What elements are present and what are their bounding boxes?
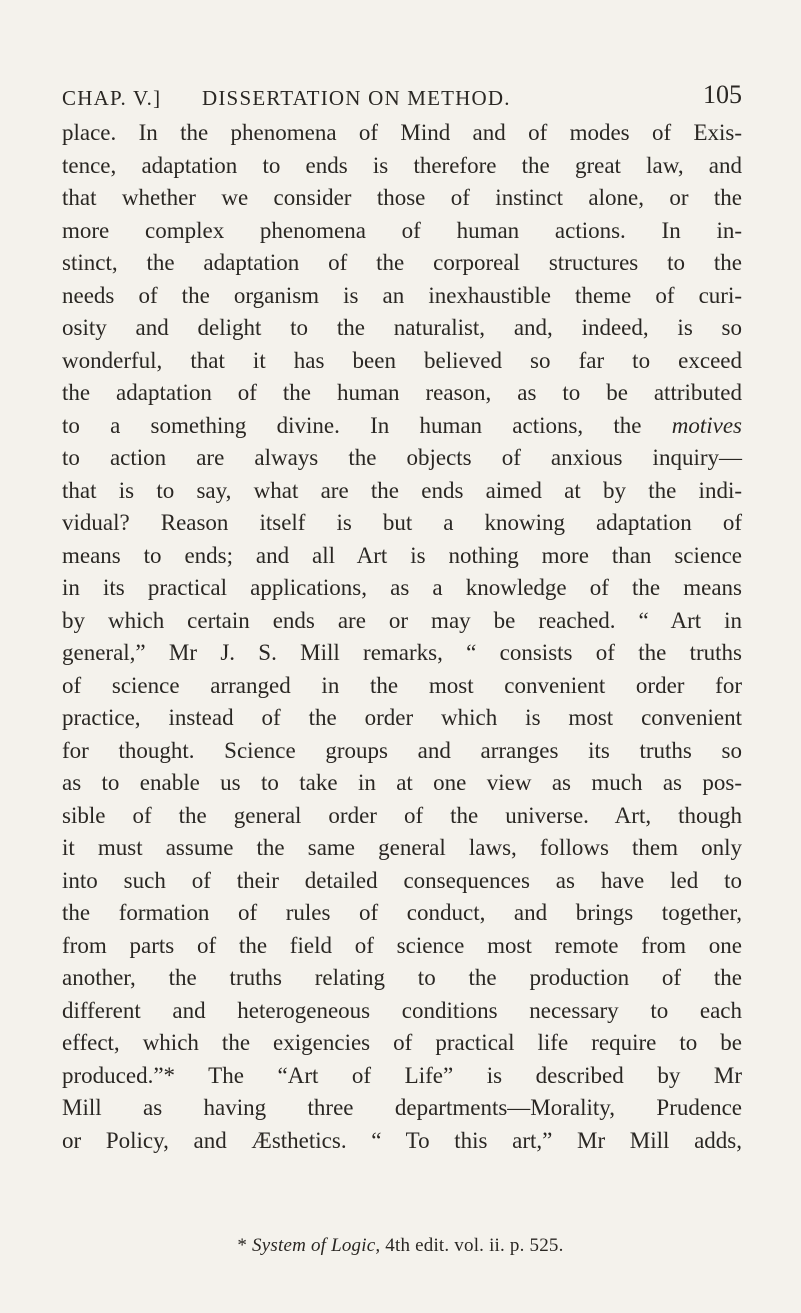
body-line: it must assume the same general laws, follows them only xyxy=(62,835,742,860)
footnote-marker: * xyxy=(237,1235,248,1256)
body-line: needs of the organism is an inexhaustible theme of curi- xyxy=(62,282,742,308)
body-line: the adaptation of the human reason, as to be attributed xyxy=(62,380,742,405)
body-line: practice, instead of the order which is most convenient xyxy=(62,705,742,730)
body-line: stinct, the adaptation of the corporeal structures to the xyxy=(62,250,742,275)
chapter-label: CHAP. V.] xyxy=(62,86,162,110)
body-line: osity and delight to the naturalist, and, indeed, is so xyxy=(62,315,742,340)
body-line: the formation of rules of conduct, and brings together, xyxy=(62,900,742,925)
body-line: tence, adaptation to ends is therefore the great law, and xyxy=(62,152,742,178)
body-line: as to enable us to take in at one view as much as pos- xyxy=(62,770,742,795)
body-line: Mill as having three departments—Morality, Prudence xyxy=(62,1095,742,1120)
body-line: another, the truths relating to the production of the xyxy=(62,965,742,990)
body-line: vidual? Reason itself is but a knowing adaptation of xyxy=(62,510,742,535)
body-line: to a something divine. In human actions, the motives xyxy=(62,412,742,438)
body-line: to action are always the objects of anxious inquiry— xyxy=(62,445,742,470)
footnote-details: 4th edit. vol. ii. p. 525. xyxy=(385,1235,564,1256)
body-line: of science arranged in the most convenient order for xyxy=(62,672,742,698)
body-line: into such of their detailed consequences as have led to xyxy=(62,867,742,893)
body-line: produced.”* The “Art of Life” is described by Mr xyxy=(62,1062,742,1088)
body-line: different and heterogeneous conditions necessary to each xyxy=(62,997,742,1023)
body-text xyxy=(62,117,742,1157)
running-title: DISSERTATION ON METHOD. xyxy=(202,86,511,110)
body-line: general,” Mr J. S. Mill remarks, “ consists of the truths xyxy=(62,640,742,665)
footnote xyxy=(0,1235,801,1257)
body-line: by which certain ends are or may be reached. “ Art in xyxy=(62,607,742,633)
emphasis: motives xyxy=(671,412,742,438)
body-line: in its practical applications, as a knowledge of the means xyxy=(62,575,742,600)
body-line: from parts of the field of science most remote from one xyxy=(62,932,742,958)
body-line: effect, which the exigencies of practical life require to be xyxy=(62,1030,742,1055)
footnote-source-title: System of Logic, xyxy=(252,1235,381,1256)
body-line: wonderful, that it has been believed so far to exceed xyxy=(62,347,742,373)
running-head xyxy=(62,80,742,120)
body-line: that is to say, what are the ends aimed at by the indi- xyxy=(62,477,742,503)
body-line: or Policy, and Æsthetics. “ To this art,” Mr Mill adds, xyxy=(62,1127,742,1153)
body-line: place. In the phenomena of Mind and of modes of Exis- xyxy=(62,120,742,145)
body-line: that whether we consider those of instinct alone, or the xyxy=(62,185,742,210)
body-line: sible of the general order of the universe. Art, though xyxy=(62,802,742,828)
body-line: more complex phenomena of human actions. In in- xyxy=(62,217,742,243)
body-line: means to ends; and all Art is nothing more than science xyxy=(62,542,742,568)
body-line: for thought. Science groups and arranges its truths so xyxy=(62,737,742,763)
page-number: 105 xyxy=(703,80,742,109)
